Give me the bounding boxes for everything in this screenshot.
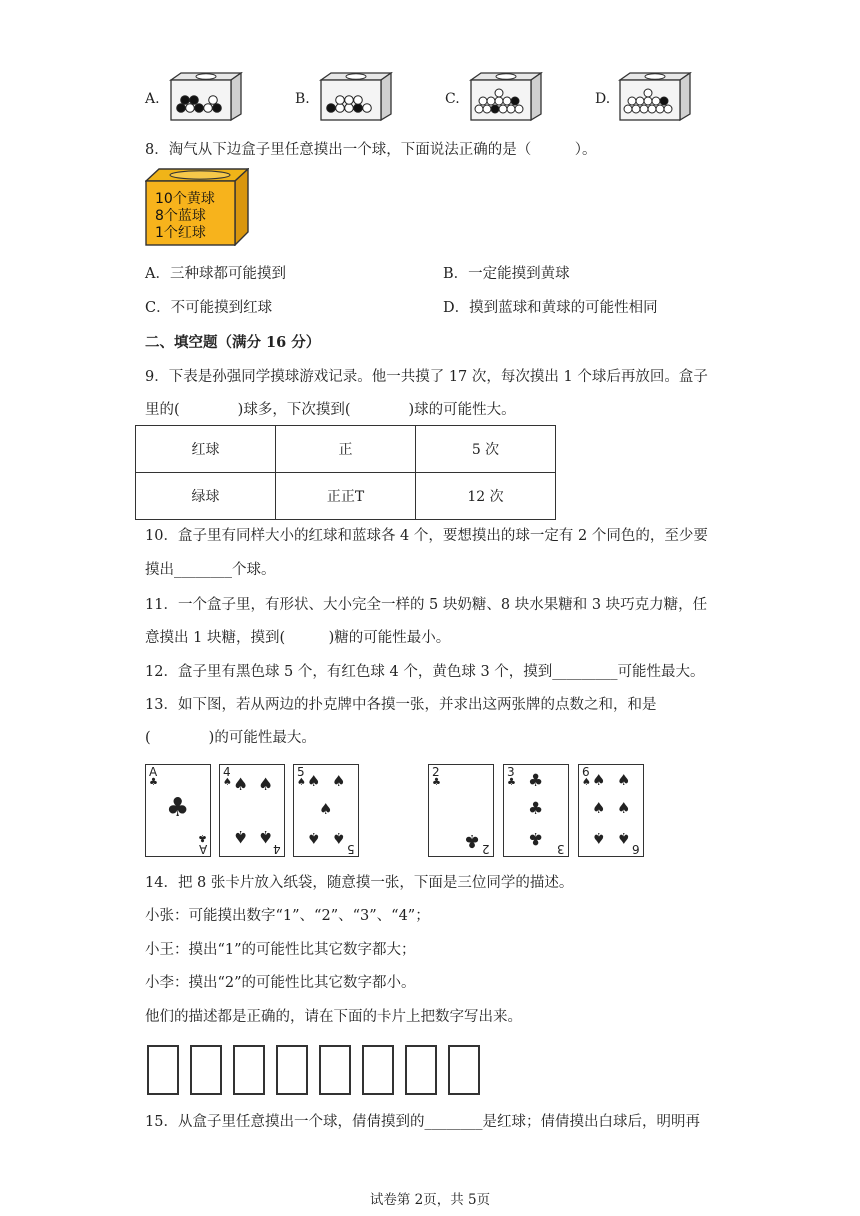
q10-line2: 摸出________个球。 (145, 562, 276, 578)
spade-icon: ♠ (332, 772, 346, 790)
spade-icon: ♠ (617, 829, 631, 847)
card-rank: 5 (297, 765, 305, 779)
q9-line2: 里的( )球多，下次摸到( )球的可能性大。 (145, 402, 516, 418)
blank-card[interactable] (362, 1045, 394, 1095)
blank-card[interactable] (448, 1045, 480, 1095)
spade-icon: ♠ (592, 799, 606, 817)
blank-card[interactable] (190, 1045, 222, 1095)
playing-card-ace-clubs (145, 764, 211, 857)
q7-option-c-label: C. (445, 91, 460, 107)
card-rank: 4 (223, 765, 231, 779)
table-cell-tally: 正正T (276, 473, 416, 520)
card-rank: 3 (507, 765, 515, 779)
card-rank: 4 (273, 842, 281, 856)
blank-card[interactable] (405, 1045, 437, 1095)
spade-icon: ♠ (592, 771, 606, 789)
playing-card-three-clubs (503, 764, 569, 857)
table-row (136, 473, 556, 520)
q12-line1: 12．盒子里有黑色球 5 个，有红色球 4 个，黄色球 3 个，摸到_________可能性最大。 (145, 664, 705, 680)
q7-option-a-label: A. (145, 91, 160, 107)
playing-card-two-clubs (428, 764, 494, 857)
club-icon: ♣ (528, 828, 544, 848)
q8-box-image (145, 168, 249, 246)
blank-card[interactable] (319, 1045, 351, 1095)
section-title: 二、填空题（满分 16 分） (145, 334, 321, 351)
q7-box-d-image (612, 72, 692, 122)
club-icon: ♣ (528, 799, 544, 819)
q13-line2: ( )的可能性最大。 (145, 730, 316, 746)
table-cell-color: 红球 (136, 426, 276, 473)
page-footer: 试卷第 2页，共 5页 (369, 1192, 491, 1208)
playing-card-five-spades (293, 764, 359, 857)
q7-box-b-image (313, 72, 393, 122)
card-rank: 2 (432, 765, 440, 779)
spade-icon: ♠ (223, 777, 232, 788)
club-icon: ♣ (464, 830, 481, 851)
spade-icon: ♠ (258, 775, 274, 795)
card-rank: 3 (557, 842, 565, 856)
q14-line3: 小王：摸出“1”的可能性比其它数字都大； (145, 942, 416, 958)
spade-icon: ♠ (319, 800, 333, 818)
card-rank: A (149, 765, 158, 779)
table-cell-count: 5 次 (416, 426, 556, 473)
spade-icon: ♠ (332, 829, 346, 847)
spade-icon: ♠ (617, 799, 631, 817)
q7-option-d-label: D. (595, 91, 611, 107)
club-icon: ♣ (198, 832, 207, 843)
club-icon: ♣ (432, 777, 441, 788)
table-cell-count: 12 次 (416, 473, 556, 520)
q10-line1: 10．盒子里有同样大小的红球和蓝球各 4 个，要想摸出的球一定有 2 个同色的，至少要 (145, 528, 708, 544)
spade-icon: ♠ (297, 777, 306, 788)
blank-card[interactable] (233, 1045, 265, 1095)
spade-icon: ♠ (307, 772, 321, 790)
q8-option-c: C．不可能摸到红球 (145, 300, 273, 316)
q8-stem: 8．淘气从下边盒子里任意摸出一个球，下面说法正确的是（ ）。 (145, 142, 597, 158)
q14-line4: 小李：摸出“2”的可能性比其它数字都小。 (145, 975, 416, 991)
q8-option-b: B．一定能摸到黄球 (443, 266, 570, 282)
spade-icon: ♠ (233, 826, 249, 846)
blank-card[interactable] (147, 1045, 179, 1095)
q13-line1: 13．如下图，若从两边的扑克牌中各摸一张，并求出这两张牌的点数之和，和是 (145, 697, 657, 713)
card-rank: 5 (347, 842, 355, 856)
q7-box-a-image (163, 72, 243, 122)
playing-card-six-spades (578, 764, 644, 857)
q15-line1: 15．从盒子里任意摸出一个球，倩倩摸到的________是红球；倩倩摸出白球后，明明再 (145, 1114, 700, 1130)
q8-box-line-red: 1个红球 (155, 225, 206, 241)
q14-line2: 小张：可能摸出数字“1”、“2”、“3”、“4”； (145, 908, 430, 924)
q7-option-b-label: B. (295, 91, 310, 107)
spade-icon: ♠ (582, 777, 591, 788)
q14-line5: 他们的描述都是正确的，请在下面的卡片上把数字写出来。 (145, 1009, 522, 1025)
q11-line2: 意摸出 1 块糖，摸到( )糖的可能性最小。 (145, 630, 451, 646)
q9-line1: 9．下表是孙强同学摸球游戏记录。他一共摸了 17 次，每次摸出 1 个球后再放回。盒子 (145, 369, 708, 385)
q8-box-line-blue: 8个蓝球 (155, 208, 206, 224)
q8-box-line-yellow: 10个黄球 (155, 191, 215, 207)
spade-icon: ♠ (592, 829, 606, 847)
q7-box-c-image (463, 72, 543, 122)
table-cell-color: 绿球 (136, 473, 276, 520)
spade-icon: ♠ (233, 775, 249, 795)
spade-icon: ♠ (617, 771, 631, 789)
playing-card-four-spades (219, 764, 285, 857)
q14-line1: 14．把 8 张卡片放入纸袋，随意摸一张，下面是三位同学的描述。 (145, 875, 574, 891)
table-cell-tally: 正 (276, 426, 416, 473)
q8-option-a: A．三种球都可能摸到 (145, 266, 286, 282)
club-icon: ♣ (507, 777, 516, 788)
club-icon: ♣ (528, 771, 544, 791)
blank-card[interactable] (276, 1045, 308, 1095)
card-rank: 6 (582, 765, 590, 779)
spade-icon: ♠ (258, 826, 274, 846)
q11-line1: 11．一个盒子里，有形状、大小完全一样的 5 块奶糖、8 块水果糖和 3 块巧克力糖，任 (145, 597, 708, 613)
q9-tally-table (135, 425, 556, 520)
q8-option-d: D．摸到蓝球和黄球的可能性相同 (443, 300, 658, 316)
table-row (136, 426, 556, 473)
club-icon: ♣ (166, 793, 190, 823)
club-icon: ♣ (149, 777, 158, 788)
card-rank: A (198, 842, 207, 856)
spade-icon: ♠ (307, 829, 321, 847)
card-rank: 2 (482, 842, 490, 856)
card-rank: 6 (632, 842, 640, 856)
